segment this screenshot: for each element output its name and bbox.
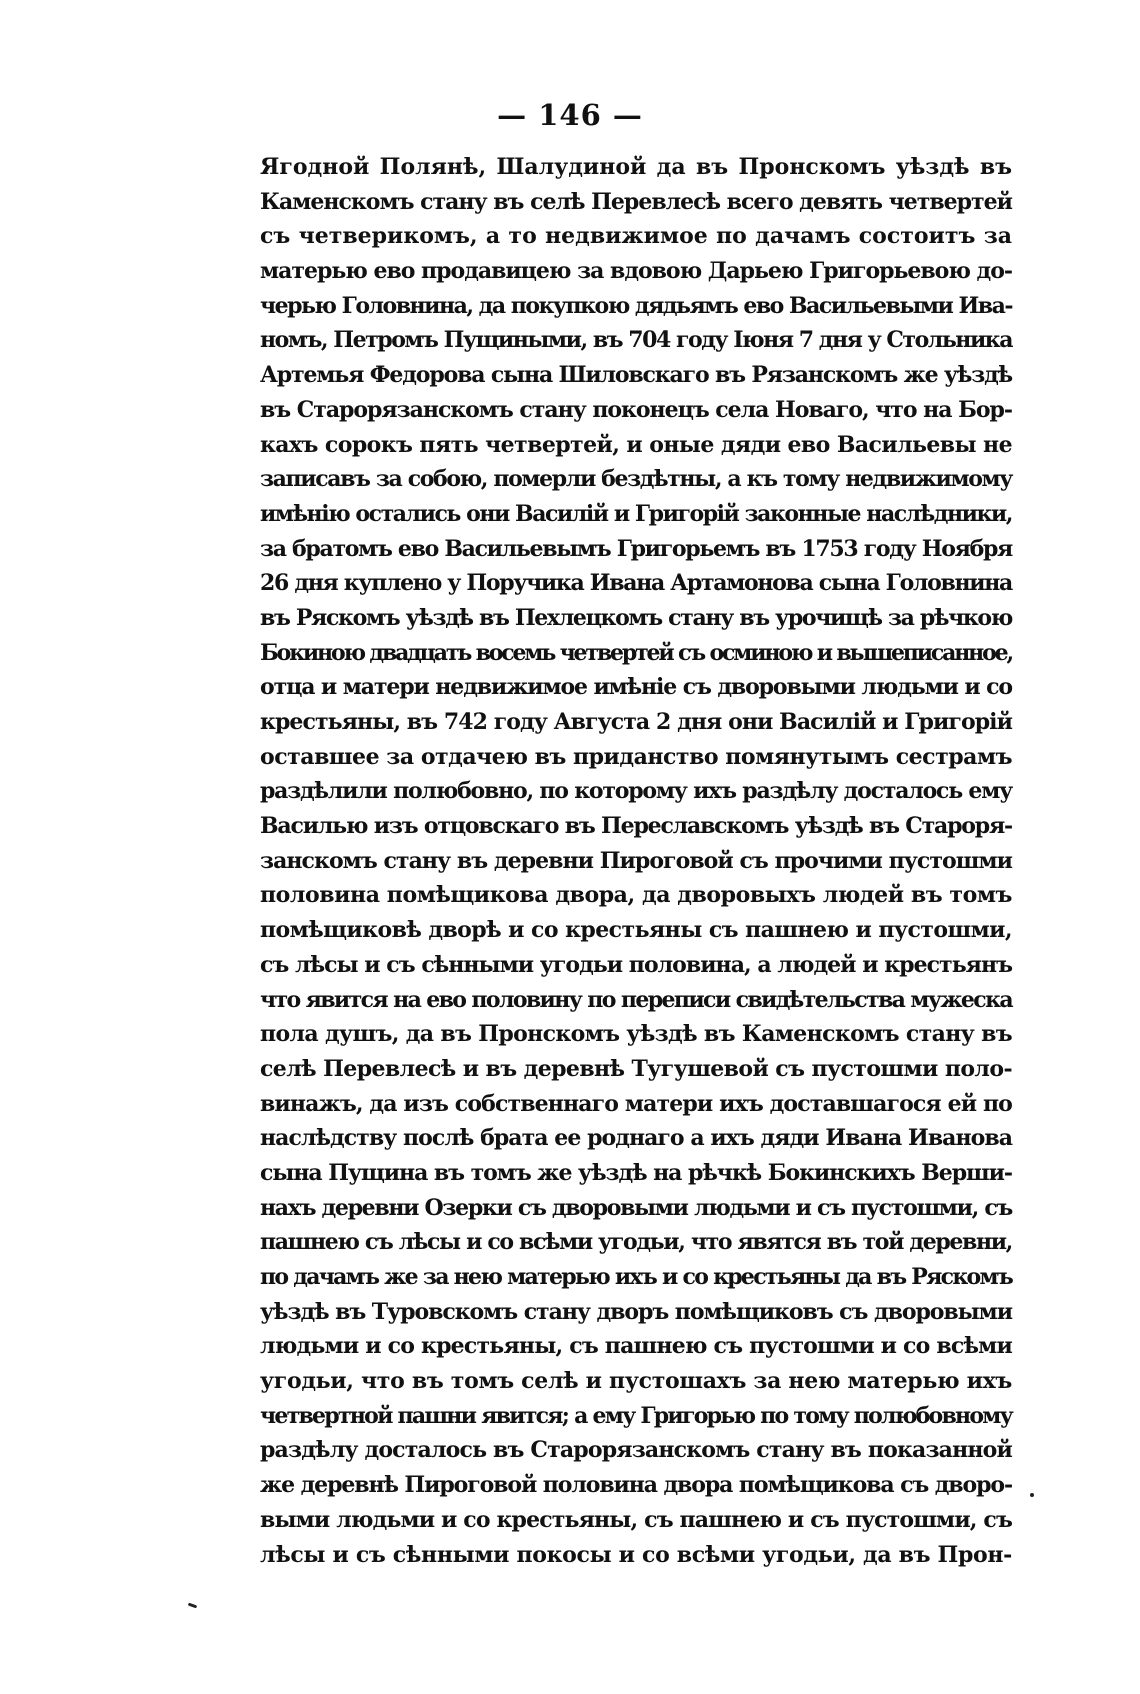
text-line: номъ, Петромъ Пущиными, въ 704 году Іюня 7 дня у Стольника xyxy=(260,327,1012,354)
text-line: записавъ за собою, померли бездѣтны, а къ тому недвижимому xyxy=(260,466,1012,493)
text-line: половина помѣщикова двора, да дворовыхъ людей въ томъ xyxy=(260,882,1013,909)
text-line: оставшее за отдачею въ приданство помянутымъ сестрамъ xyxy=(260,743,1012,770)
text-line: нахъ деревни Озерки съ дворовыми людьми и съ пустошми, съ xyxy=(260,1194,1012,1221)
text-line: съ четверикомъ, а то недвижимое по дачамъ состоитъ за xyxy=(260,223,1012,250)
text-line: по дачамъ же за нею матерью ихъ и со крестьяны да въ Ряскомъ xyxy=(260,1264,1012,1290)
text-line: сына Пущина въ томъ же уѣздѣ на рѣчкѣ Бокинскихъ Верши- xyxy=(260,1159,1012,1186)
text-line: раздѣлили полюбовно, по которому ихъ раздѣлу досталось ему xyxy=(260,778,1012,805)
text-line: Артемья Федорова сына Шиловскаго въ Рязанскомъ же уѣздѣ xyxy=(260,362,1012,389)
text-line: Ягодной Полянѣ, Шалудиной да въ Пронскомъ уѣздѣ въ xyxy=(260,154,1012,180)
text-line: въ Старорязанскомъ стану поконецъ села Новаго, что на Бор- xyxy=(260,396,1012,423)
text-line: Василью изъ отцовскаго въ Переславскомъ уѣздѣ въ Староря- xyxy=(260,813,1012,840)
text-line: въ Ряскомъ уѣздѣ въ Пехлецкомъ стану въ урочищѣ за рѣчкою xyxy=(260,604,1013,631)
text-line: пола душъ, да въ Пронскомъ уѣздѣ въ Каменскомъ стану въ xyxy=(260,1021,1012,1048)
scan-speck xyxy=(188,1603,197,1609)
text-line: четвертной пашни явится; а ему Григорью по тому полюбовному xyxy=(260,1402,1012,1429)
text-line: винажъ, да изъ собственнаго матери ихъ доставшагося ей по xyxy=(260,1090,1012,1117)
scan-speck xyxy=(1030,1493,1034,1497)
text-line: отца и матери недвижимое имѣніе съ дворовыми людьми и со xyxy=(260,674,1012,701)
text-line: выми людьми и со крестьяны, съ пашнею и съ пустошми, съ xyxy=(260,1506,1012,1533)
text-line: угодьи, что въ томъ селѣ и пустошахъ за нею матерью ихъ xyxy=(260,1368,1012,1395)
text-line: Бокиною двадцать восемь четвертей съ осминою и вышеписанное, xyxy=(260,639,1012,666)
text-line: наслѣдству послѣ брата ее роднаго а ихъ дяди Ивана Иванова xyxy=(260,1125,1012,1152)
text-line: пашнею съ лѣсы и со всѣми угодьи, что явятся въ той деревни, xyxy=(260,1229,1012,1256)
body-text xyxy=(260,150,1012,1572)
text-line: за братомъ ево Васильевымъ Григорьемъ въ 1753 году Ноября xyxy=(260,535,1012,562)
text-line: уѣздѣ въ Туровскомъ стану дворъ помѣщиковъ съ дворовыми xyxy=(260,1298,1012,1325)
text-line: крестьяны, въ 742 году Августа 2 дня они Василій и Григорій xyxy=(260,709,1012,735)
text-line: занскомъ стану въ деревни Пироговой съ прочими пустошми xyxy=(260,847,1012,874)
text-line: 26 дня куплено у Поручика Ивана Артамонова сына Головнина xyxy=(260,570,1013,597)
text-line: имѣнію остались они Василій и Григорій законные наслѣдники, xyxy=(260,500,1012,527)
text-line: матерью ево продавицею за вдовою Дарьею Григорьевою до- xyxy=(260,258,1012,285)
text-line: лѣсы и съ сѣнными покосы и со всѣми угодьи, да въ Прон- xyxy=(260,1541,1012,1568)
text-line: людьми и со крестьяны, съ пашнею съ пустошми и со всѣми xyxy=(260,1333,1012,1360)
text-line: съ лѣсы и съ сѣнными угодьи половина, а людей и крестьянъ xyxy=(260,951,1012,978)
text-line: же деревнѣ Пироговой половина двора помѣщикова съ дворо- xyxy=(260,1472,1012,1499)
text-line: что явится на ево половину по переписи свидѣтельства мужеска xyxy=(260,986,1012,1013)
text-line: Каменскомъ стану въ селѣ Перевлесѣ всего девять четвертей xyxy=(260,188,1012,215)
text-line: раздѣлу досталось въ Старорязанскомъ стану въ показанной xyxy=(260,1437,1012,1464)
text-line: селѣ Перевлесѣ и въ деревнѣ Тугушевой съ пустошми поло- xyxy=(260,1055,1013,1082)
page-number: — 146 — xyxy=(497,98,643,132)
text-line: помѣщиковѣ дворѣ и со крестьяны съ пашнею и пустошми, xyxy=(260,917,1012,944)
text-line: кахъ сорокъ пять четвертей, и оные дяди ево Васильевы не xyxy=(260,431,1012,458)
text-line: черью Головнина, да покупкою дядьямъ ево Васильевыми Ива- xyxy=(260,292,1012,319)
